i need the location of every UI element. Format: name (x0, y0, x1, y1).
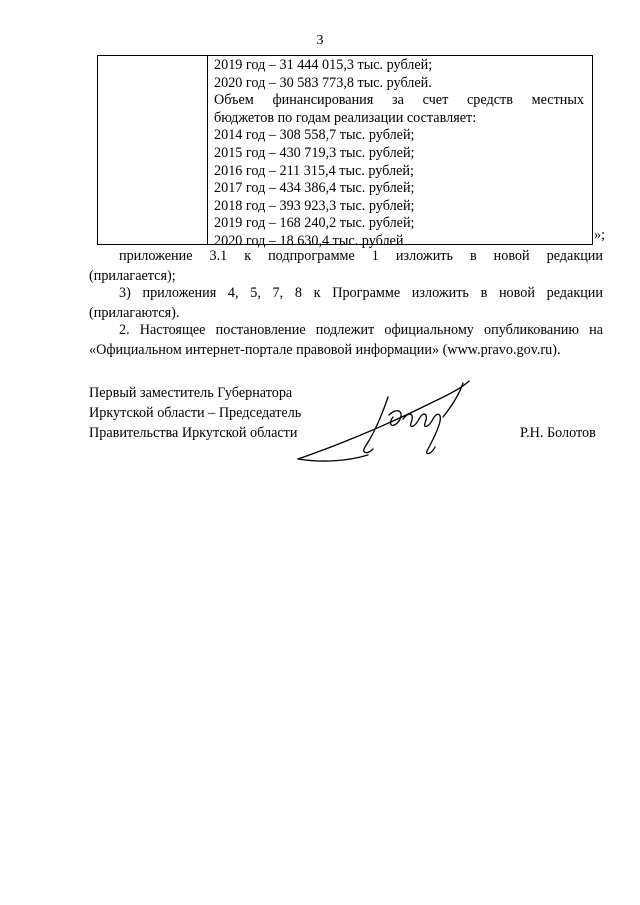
paragraph-appendix-3-1 (89, 246, 603, 286)
table-content-cell (214, 57, 584, 251)
paragraph-publication (89, 320, 603, 360)
signer-name: Р.Н. Болотов (520, 425, 596, 441)
paragraph-appendices (89, 283, 603, 323)
table-line: 2018 год – 393 923,3 тыс. рублей; (214, 197, 415, 214)
signatory-title-line: Иркутской области – Председатель (89, 405, 302, 421)
table-line: 2020 год – 30 583 773,8 тыс. рублей. (214, 74, 432, 91)
table-line: Объем финансирования за счет средств местных (214, 92, 584, 109)
table-line: 2015 год – 430 719,3 тыс. рублей; (214, 144, 415, 161)
table-column-divider (207, 56, 208, 244)
table-line: 2019 год – 168 240,2 тыс. рублей; (214, 215, 415, 232)
table-line: бюджетов по годам реализации составляет: (214, 109, 477, 126)
paragraph-line: «Официальном интернет-портале правовой информации» (www.pravo.gov.ru). (89, 342, 561, 358)
handwritten-signature (293, 377, 473, 472)
paragraph-line: (прилагается); (89, 268, 176, 284)
table-line: 2016 год – 211 315,4 тыс. рублей; (214, 162, 414, 179)
table-line: 2014 год – 308 558,7 тыс. рублей; (214, 127, 415, 144)
table-line: 2017 год – 434 386,4 тыс. рублей; (214, 180, 415, 197)
paragraph-line: 3) приложения 4, 5, 7, 8 к Программе изложить в новой редакции (119, 285, 603, 301)
signatory-title-line: Правительства Иркутской области (89, 425, 298, 441)
paragraph-line: (прилагаются). (89, 305, 180, 321)
closing-quote: »; (594, 227, 606, 243)
table-line: 2020 год – 18 630,4 тыс. рублей (214, 232, 404, 249)
budget-table (97, 55, 593, 249)
signatory-title (89, 383, 301, 443)
table-line: 2019 год – 31 444 015,3 тыс. рублей; (214, 57, 433, 73)
signatory-title-line: Первый заместитель Губернатора (89, 385, 293, 401)
paragraph-line: приложение 3.1 к подпрограмме 1 изложить в новой редакции (119, 248, 603, 264)
paragraph-line: 2. Настоящее постановление подлежит официальному опубликованию на (119, 322, 603, 338)
page-number: 3 (316, 33, 324, 48)
